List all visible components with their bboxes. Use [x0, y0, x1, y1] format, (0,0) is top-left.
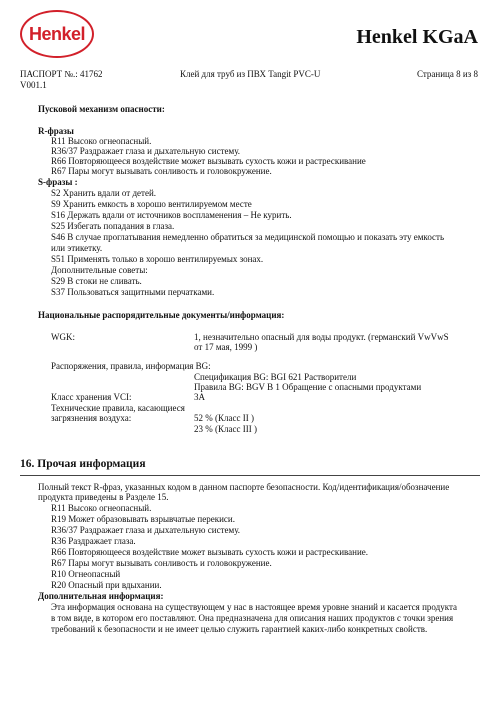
r-phrase: R36/37 Раздражает глаза и дыхательную систему.	[51, 146, 241, 156]
logo-text: Henkel	[28, 23, 86, 44]
r-phrase: R66 Повторяющееся воздействие может вызывать сухость кожи и растрескивание	[51, 156, 366, 166]
r-full-phrase: R10 Огнеопасный	[51, 569, 121, 579]
s-phrase: S25 Избегать попадания в глаза.	[51, 221, 175, 231]
s-phrase: Дополнительные советы:	[51, 265, 148, 275]
additional-text: в том виде, в котором его поставляют. Она предназначена для описания наших продуктов с точки зрения	[51, 613, 454, 623]
r-full-phrase: R36/37 Раздражает глаза и дыхательную систему.	[51, 525, 241, 535]
r-full-phrase: R66 Повторяющееся воздействие может вызывать сухость кожи и растрескивание.	[51, 547, 369, 557]
additional-text: Эта информация основана на существующем у нас в настоящее время уровне знаний и касается продукта	[51, 602, 457, 612]
r-phrases-title: R-фразы	[38, 126, 74, 136]
header-left	[20, 69, 103, 91]
tech-label-cont: загрязнения воздуха:	[51, 413, 132, 423]
additional-text: требований к безопасности и не имеет целью служить гарантией каких-либо конкретных свойств.	[51, 624, 428, 634]
section-divider	[20, 475, 480, 476]
tech-value: 52 % (Класс II )	[194, 413, 254, 423]
s-phrase: S9 Хранить емкость в хорошо вентилируемом месте	[51, 199, 252, 209]
bg-spec: Спецификация BG: BGI 621 Растворители	[194, 372, 357, 382]
tech-value: 23 % (Класс III )	[194, 424, 257, 434]
s-phrases-title: S-фразы :	[38, 177, 78, 187]
r-phrase: R67 Пары могут вызывать сонливость и головокружение.	[51, 166, 272, 176]
tech-label: Технические правила, касающиеся	[51, 403, 185, 413]
bg-label: Распоряжения, правила, информация BG:	[51, 361, 211, 371]
additional-title: Дополнительная информация:	[38, 591, 164, 601]
company-name: Henkel KGaA	[356, 26, 478, 48]
other-text: продукта приведены в Разделе 15.	[38, 492, 169, 502]
r-full-phrase: R19 Может образовывать взрывчатые перекиси.	[51, 514, 235, 524]
s-phrase: S16 Держать вдали от источников воспламенения – Не курить.	[51, 210, 292, 220]
wgk-label: WGK:	[51, 332, 75, 342]
s-phrase: S51 Применять только в хорошо вентилируемых зонах.	[51, 254, 264, 264]
page-number: Страница 8 из 8	[417, 69, 478, 79]
r-full-phrase: R67 Пары могут вызывать сонливость и головокружение.	[51, 558, 272, 568]
s-phrase: S46 В случае проглатывания немедленно обратиться за медицинской помощью и показать эту емкость	[51, 232, 445, 242]
s-phrase: S37 Пользоваться защитными перчатками.	[51, 287, 215, 297]
r-full-phrase: R36 Раздражает глаза.	[51, 536, 136, 546]
s-phrase: S29 В стоки не сливать.	[51, 276, 142, 286]
r-phrase: R11 Высоко огнеопасный.	[51, 136, 152, 146]
r-full-phrase: R11 Высоко огнеопасный.	[51, 503, 152, 513]
vci-label: Класс хранения VCI:	[51, 392, 132, 402]
version: V001.1	[20, 80, 47, 90]
product-name: Клей для труб из ПВХ Tangit PVC-U	[180, 69, 321, 79]
s-phrase: или этикетку.	[51, 243, 103, 253]
hazard-title: Пусковой механизм опасности:	[38, 104, 165, 114]
s-phrase: S2 Хранить вдали от детей.	[51, 188, 157, 198]
section-16-title: 16. Прочая информация	[20, 458, 146, 470]
henkel-logo	[20, 10, 94, 58]
other-text: Полный текст R-фраз, указанных кодом в данном паспорте безопасности. Код/идентификация/обозначение	[38, 482, 450, 492]
wgk-value: 1, незначительно опасный для воды продукт. (германский VwVwS	[194, 332, 449, 342]
r-full-phrase: R20 Опасный при вдыхании.	[51, 580, 162, 590]
vci-value: 3А	[194, 392, 205, 402]
passport-number: ПАСПОРТ №.: 41762	[20, 69, 103, 79]
national-title: Национальные распорядительные документы/информация:	[38, 310, 285, 320]
bg-rule: Правила BG: BGV B 1 Обращение с опасными продуктами	[194, 382, 422, 392]
wgk-value-date: от 17 мая, 1999 )	[194, 342, 258, 352]
